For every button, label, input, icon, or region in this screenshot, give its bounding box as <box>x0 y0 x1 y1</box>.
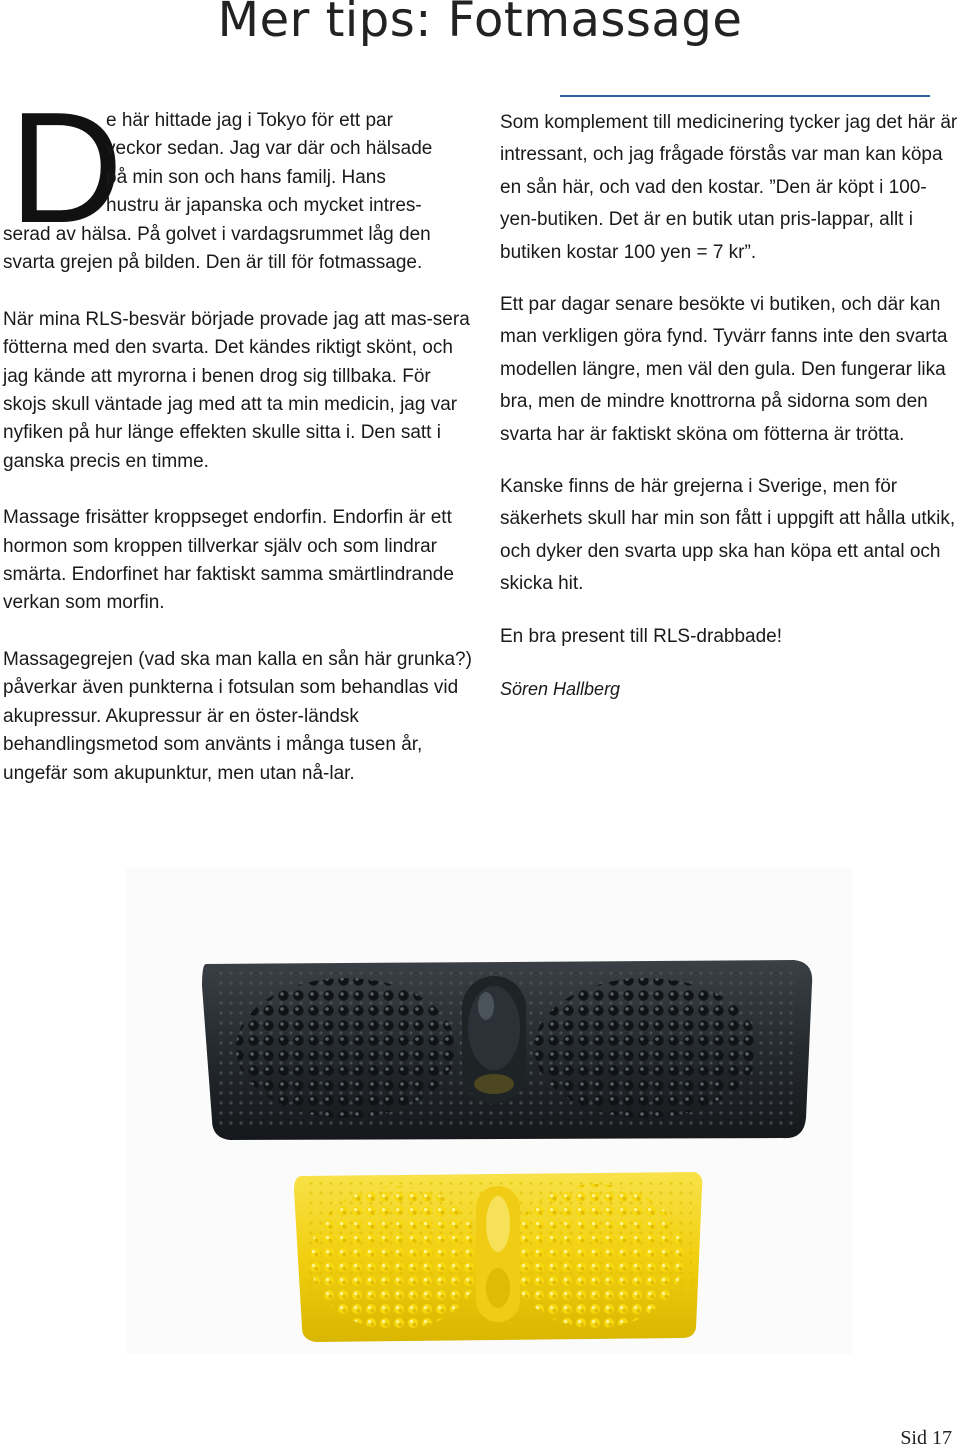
intro-line: på min son och hans familj. Hans <box>106 166 386 188</box>
paragraph: När mina RLS-besvär började provade jag att mas-sera fötterna med den svarta. Det kändes riktigt skönt, och jag kände att myrorna i benen drog sig tillbaka. För skojs skull väntade jag med att ta min medicin, jag var nyfiken på hur länge effekten skulle sitta i. Den satt i ganska precis en timme. <box>3 308 470 472</box>
page-number: Sid 17 <box>900 1427 952 1449</box>
paragraph: Som komplement till medicinering tycker jag det här är intressant, och jag frågade förstås var man kan köpa en sån här, och vad den kostar. ”Den är köpt i 100-yen-butiken. Det är en butik utan pris-lappar, allt i butiken kostar 100 yen = 7 kr”. <box>500 112 958 263</box>
paragraph: Ett par dagar senare besökte vi butiken, och där kan man verkligen göra fynd. Tyvärr fanns inte den svarta modellen längre, men väl den gula. Den fungerar lika bra, men de mindre knottrorna på sidorna som den svarta har är faktiskt sköna om fötterna är trötta. <box>500 294 948 445</box>
yellow-massager <box>294 1172 702 1342</box>
intro-rest-line: svarta grejen på bilden. Den är till för fotmassage. <box>3 252 423 274</box>
intro-line: e här hittade jag i Tokyo för ett par <box>106 110 393 131</box>
intro-block <box>3 80 473 277</box>
massager-photo <box>126 868 852 1354</box>
black-massager <box>202 960 812 1140</box>
paragraph: Kanske finns de här grejerna i Sverige, men för säkerhets skull har min son fått i uppgift att hålla utkik, och dyker den svarta upp ska han köpa ett antal och skicka hit. <box>500 476 956 595</box>
left-column <box>3 80 473 816</box>
page-title: Mer tips: Fotmassage <box>217 0 743 48</box>
paragraph: En bra present till RLS-drabbade! <box>500 625 782 647</box>
signature: Sören Hallberg <box>500 679 621 700</box>
intro-line: hustru är japanska och mycket intres- <box>106 195 422 217</box>
right-column <box>500 107 960 726</box>
intro-rest-line: serad av hälsa. På golvet i vardagsrummet låg den <box>3 224 431 245</box>
paragraph: Massage frisätter kroppseget endorfin. Endorfin är ett hormon som kroppen tillverkar själv och som lindrar smärta. Endorfinet har faktiskt samma smärtlindrande verkan som morfin. <box>3 507 454 614</box>
intro-line: veckor sedan. Jag var där och hälsade <box>106 138 433 160</box>
massager-illustration <box>126 868 852 1354</box>
paragraph: Massagegrejen (vad ska man kalla en sån här grunka?) påverkar även punkterna i fotsulan som behandlas vid akupressur. Akupressur är en öster-ländsk behandlingsmetod som använts i många tusen år, ungefär som akupunktur, men utan nå-lar. <box>3 648 472 784</box>
title-rule <box>560 95 930 97</box>
intro-lines <box>106 107 471 221</box>
drop-cap: D <box>9 80 124 256</box>
